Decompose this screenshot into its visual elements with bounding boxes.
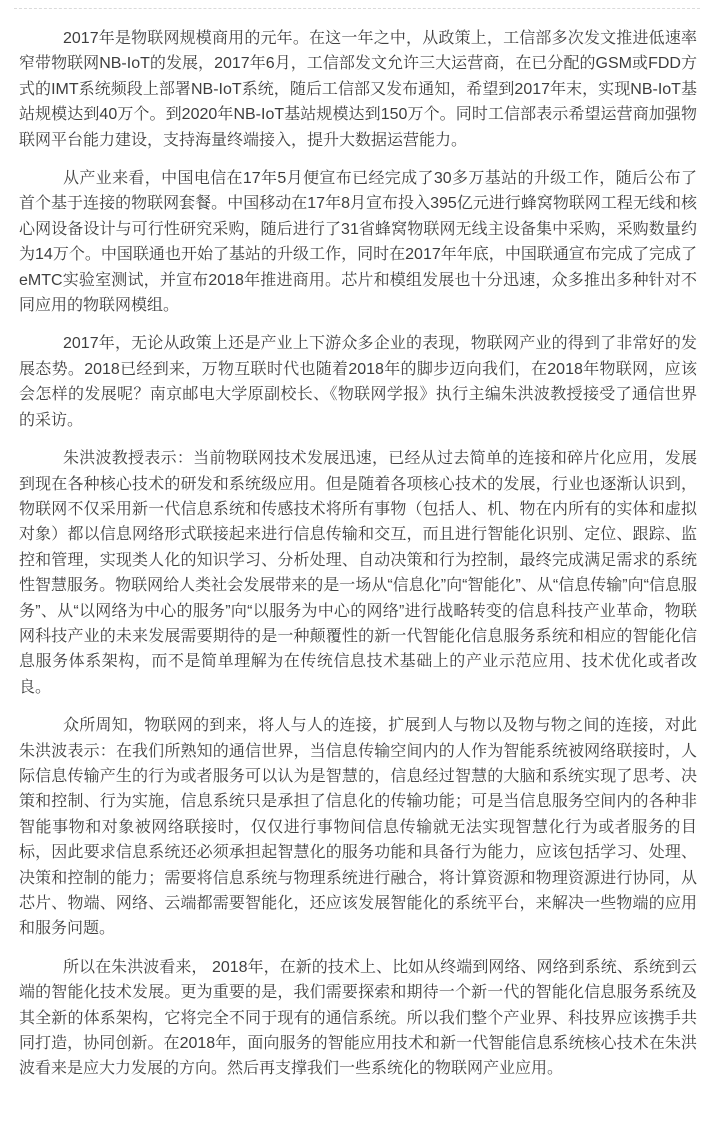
article-paragraph: 2017年是物联网规模商用的元年。在这一年之中，从政策上，工信部多次发文推进低速率窄带物联网NB-IoT的发展，2017年6月，工信部发文允许三大运营商，在已分配的GSM或FDD方式的IMT系统频段上部署NB-IoT系统，随后工信部又发布通知，希望到2017年末，实现NB-IoT基站规模达到40万个。到2020年NB-IoT基站规模达到150万个。同时工信部表示希望运营商加强物联网平台能力建设，支持海量终端接入，提升大数据运营能力。 <box>19 30 697 149</box>
article-paragraph: 所以在朱洪波看来， 2018年，在新的技术上、比如从终端到网络、网络到系统、系统到云端的智能化技术发展。更为重要的是，我们需要探索和期待一个新一代的智能化信息服务系统及其全新的体系架构，它将完全不同于现有的通信系统。所以我们整个产业界、科技界应该携手共同打造，协同创新。在2018年，面向服务的智能应用技术和新一代智能信息系统核心技术在朱洪波看来是应大力发展的方向。然后再支撑我们一些系统化的物联网产业应用。 <box>19 958 697 1078</box>
article-body <box>0 9 714 1082</box>
article-paragraph: 从产业来看，中国电信在17年5月便宣布已经完成了30多万基站的升级工作，随后公布了首个基于连接的物联网套餐。中国移动在17年8月宣布投入395亿元进行蜂窝物联网工程无线和核心网设备设计与可行性研究采购，随后进行了31省蜂窝物联网无线主设备集中采购，采购数量约为14万个。中国联通也开始了基站的升级工作，同时在2017年年底，中国联通宣布完成了完成了eMTC实验室测试，并宣布2018年推进商用。芯片和模组发展也十分迅速，众多推出多种针对不同应用的物联网模组。 <box>19 170 697 315</box>
article-paragraph: 众所周知，物联网的到来，将人与人的连接，扩展到人与物以及物与物之间的连接，对此朱洪波表示：在我们所熟知的通信世界，当信息传输空间内的人作为智能系统被网络联接时，人际信息传输产生的行为或者服务可以认为是智慧的，信息经过智慧的大脑和系统实现了思考、决策和控制、行为实施，信息系统只是承担了信息化的传输功能；可是当信息服务空间内的各种非智能事物和对象被网络联接时，仅仅进行事物间信息传输就无法实现智慧化行为或者服务的目标，因此要求信息系统还必须承担起智慧化的服务功能和具备行为能力，应该包括学习、处理、决策和控制的能力；需要将信息系统与物理系统进行融合，将计算资源和物理资源进行协同，从芯片、物端、网络、云端都需要智能化，还应该发展智能化的系统平台，来解决一些物端的应用和服务问题。 <box>19 717 697 938</box>
article-page <box>0 8 714 1125</box>
article-paragraph: 朱洪波教授表示：当前物联网技术发展迅速，已经从过去简单的连接和碎片化应用，发展到现在各种核心技术的研发和系统级应用。但是随着各项核心技术的发展，行业也逐渐认识到，物联网不仅采用新一代信息系统和传感技术将所有事物（包括人、机、物在内所有的实体和虚拟对象）都以信息网络形式联接起来进行信息传输和交互，而且进行智能化识别、定位、跟踪、监控和管理，实现类人化的知识学习、分析处理、自动决策和行为控制，最终完成满足需求的系统性智慧服务。物联网给人类社会发展带来的是一场从“信息化”向“智能化”、从“信息传输”向“信息服务”、从“以网络为中心的服务”向“以服务为中心的网络”进行战略转变的信息科技产业革命，物联网科技产业的未来发展需要期待的是一种颠覆性的新一代智能化信息服务系统和相应的智能化信息服务体系架构，而不是简单理解为在传统信息技术基础上的产业示范应用、技术优化或者改良。 <box>19 450 697 696</box>
article-paragraph: 2017年，无论从政策上还是产业上下游众多企业的表现，物联网产业的得到了非常好的发展态势。2018已经到来，万物互联时代也随着2018年的脚步迈向我们，在2018年物联网，应该会怎样的发展呢？南京邮电大学原副校长、《物联网学报》执行主编朱洪波教授接受了通信世界的采访。 <box>19 335 697 429</box>
